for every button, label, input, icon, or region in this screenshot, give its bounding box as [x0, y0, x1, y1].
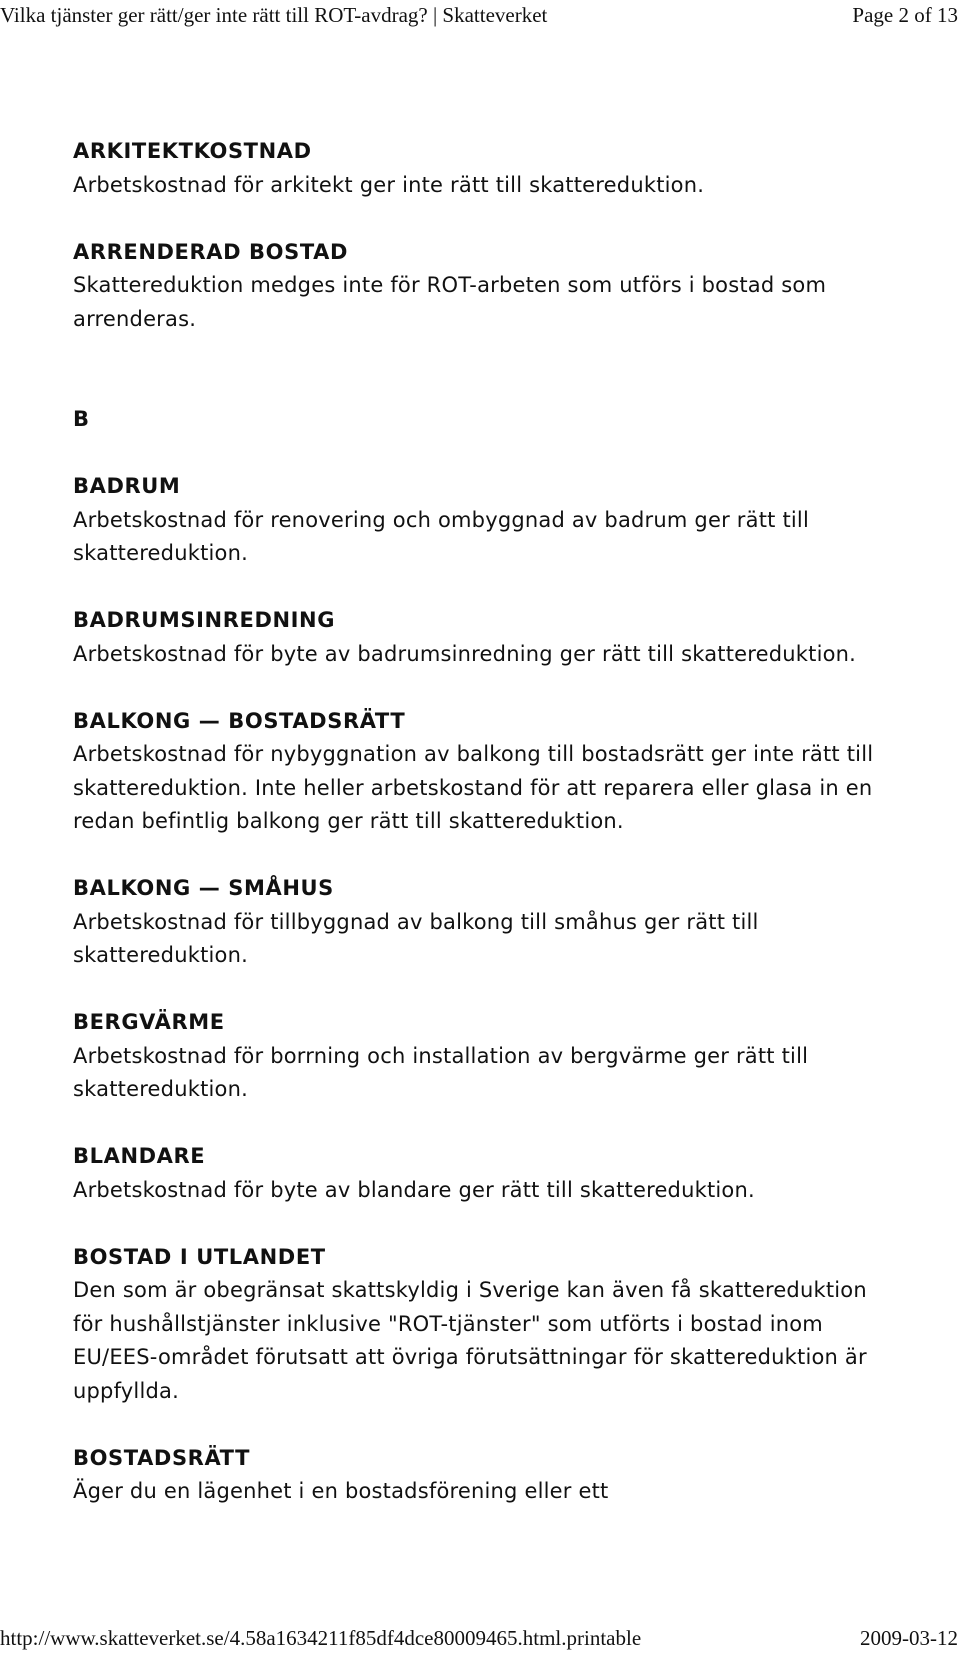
- entry-title: ARKITEKTKOSTNAD: [73, 139, 312, 163]
- entry-title: BERGVÄRME: [73, 1010, 225, 1034]
- page-title: Vilka tjänster ger rätt/ger inte rätt till ROT-avdrag? | Skatteverket: [0, 3, 548, 27]
- entry-title: BADRUM: [73, 474, 181, 498]
- entry-arkitektkostnad: [73, 135, 893, 202]
- section-letter-b: B: [73, 407, 90, 431]
- print-date: 2009-03-12: [860, 1626, 958, 1650]
- entry-body: Arbetskostnad för arkitekt ger inte rätt till skattereduktion.: [73, 172, 705, 197]
- entry-title: ARRENDERAD BOSTAD: [73, 239, 349, 264]
- entry-arrenderad-bostad: [73, 236, 893, 337]
- print-header: [0, 2, 960, 30]
- entry-body: Arbetskostnad för tillbyggnad av balkong till småhus ger rätt till skattereduktion.: [73, 909, 759, 967]
- page-url: http://www.skatteverket.se/4.58a1634211f85df4dce80009465.html.printable: [0, 1626, 642, 1650]
- entry-bergvarme: [73, 1006, 893, 1107]
- entry-body: Den som är obegränsat skattskyldig i Sverige kan även få skattereduktion för hushållstjänster inklusive "ROT-tjänster" som utförts i bostad inom EU/EES-området förutsatt att övriga förutsättningar för skattereduktion är uppfyllda.: [73, 1278, 867, 1403]
- entry-bostad-i-utlandet: [73, 1241, 893, 1409]
- entry-body: Arbetskostnad för byte av blandare ger rätt till skattereduktion.: [73, 1177, 755, 1202]
- page-number: Page 2 of 13: [852, 3, 958, 27]
- entry-balkong-smahus: [73, 872, 893, 973]
- entry-title: BALKONG — BOSTADSRÄTT: [73, 708, 406, 733]
- entry-bostadsratt: [73, 1442, 893, 1509]
- entry-badrum: [73, 470, 893, 571]
- entry-title: BLANDARE: [73, 1144, 206, 1168]
- entry-balkong-bostadsratt: [73, 705, 893, 839]
- entry-title: BOSTADSRÄTT: [73, 1445, 251, 1470]
- entry-title: BOSTAD I UTLANDET: [73, 1244, 326, 1269]
- entry-title: BADRUMSINREDNING: [73, 608, 336, 632]
- entry-body: Skattereduktion medges inte för ROT-arbeten som utförs i bostad som arrenderas.: [73, 273, 827, 331]
- print-footer: [0, 1625, 960, 1653]
- entry-title: BALKONG — SMÅHUS: [73, 876, 334, 900]
- document-content: [73, 135, 893, 1542]
- entry-blandare: [73, 1140, 893, 1207]
- entry-body: Äger du en lägenhet i en bostadsförening eller ett: [73, 1479, 609, 1503]
- entry-body: Arbetskostnad för renovering och ombyggnad av badrum ger rätt till skattereduktion.: [73, 507, 809, 565]
- entry-body: Arbetskostnad för nybyggnation av balkong till bostadsrätt ger inte rätt till skattereduktion. Inte heller arbetskostand för att reparera eller glasa in en redan befintlig balkong ger rätt till skattereduktion.: [73, 742, 874, 833]
- entry-body: Arbetskostnad för byte av badrumsinredning ger rätt till skattereduktion.: [73, 641, 857, 666]
- entry-badrumsinredning: [73, 604, 893, 671]
- entry-body: Arbetskostnad för borrning och installation av bergvärme ger rätt till skattereduktion.: [73, 1043, 809, 1101]
